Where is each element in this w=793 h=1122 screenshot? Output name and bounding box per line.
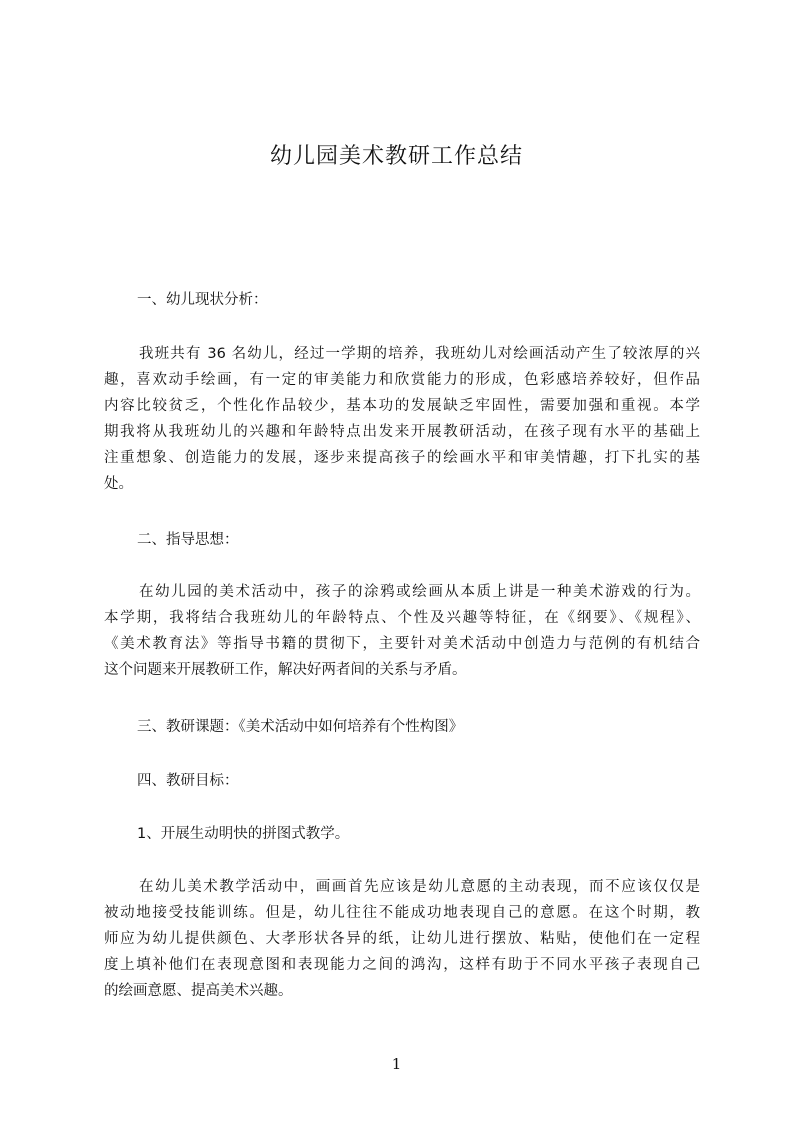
section-heading-2: 二、指导思想： <box>137 532 239 548</box>
paragraph-line: 趣，喜欢动手绘画，有一定的审美能力和欣赏能力的形成，色彩感培养较好，但作品 <box>104 372 700 388</box>
paragraph-line: 被动地接受技能训练。但是，幼儿往往不能成功地表现自己的意愿。在这个时期，教 <box>104 905 700 921</box>
paragraph-line: 期我将从我班幼儿的兴趣和年龄特点出发来开展教研活动，在孩子现有水平的基础上 <box>104 424 700 440</box>
paragraph-line: 的绘画意愿、提高美术兴趣。 <box>104 983 293 999</box>
paragraph-line: 在幼儿园的美术活动中，孩子的涂鸦或绘画从本质上讲是一种美术游戏的行为。 <box>139 584 700 600</box>
paragraph-line: 度上填补他们在表现意图和表现能力之间的鸿沟，这样有助于不同水平孩子表现自己 <box>104 957 700 973</box>
paragraph-line: 本学期，我将结合我班幼儿的年龄特点、个性及兴趣等特征，在《纲要》、《规程》、 <box>104 610 700 626</box>
paragraph-line: 这个问题来开展教研工作，解决好两者间的关系与矛盾。 <box>104 662 467 678</box>
paragraph-line: 我班共有 36 名幼儿，经过一学期的培养，我班幼儿对绘画活动产生了较浓厚的兴 <box>139 346 700 362</box>
page-number: 1 <box>391 1055 402 1073</box>
subheading: 1、开展生动明快的拼图式教学。 <box>137 826 350 842</box>
section-heading-3: 三、教研课题：《美术活动中如何培养有个性构图》 <box>137 719 464 735</box>
paragraph-line: 注重想象、创造能力的发展，逐步来提高孩子的绘画水平和审美情趣，打下扎实的基 <box>104 450 700 466</box>
section-heading-1: 一、幼儿现状分析： <box>137 292 268 308</box>
paragraph-line: 在幼儿美术教学活动中，画画首先应该是幼儿意愿的主动表现，而不应该仅仅是 <box>139 879 700 895</box>
paragraph-line: 处。 <box>104 476 133 492</box>
paragraph-line: 内容比较贫乏，个性化作品较少，基本功的发展缺乏牢固性，需要加强和重视。本学 <box>104 398 700 414</box>
paragraph-line: 《美术教育法》等指导书籍的贯彻下，主要针对美术活动中创造力与范例的有机结合 <box>104 636 700 652</box>
paragraph-line: 师应为幼儿提供颜色、大孝形状各异的纸，让幼儿进行摆放、粘贴，使他们在一定程 <box>104 931 700 947</box>
section-heading-4: 四、教研目标： <box>137 773 239 789</box>
document-title: 幼儿园美术教研工作总结 <box>269 144 523 169</box>
